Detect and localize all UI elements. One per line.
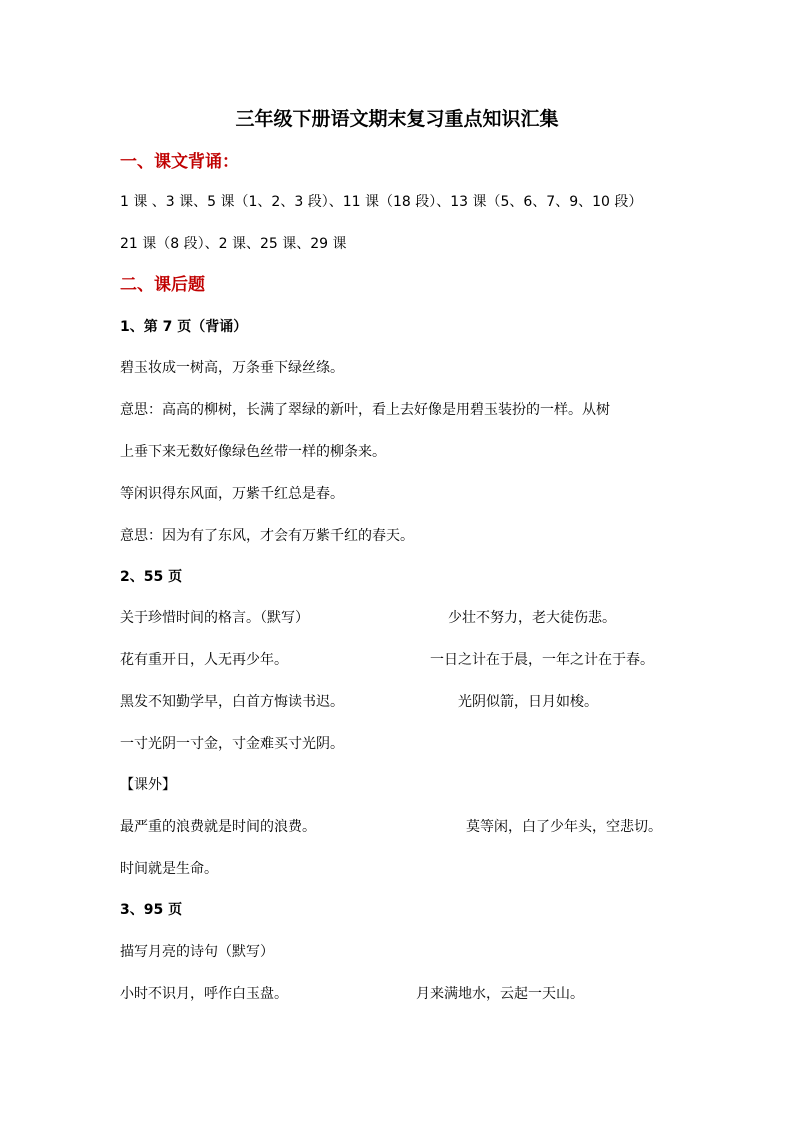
proverb-row-1-right: 少壮不努力，老大徒伤悲。 xyxy=(448,610,616,626)
proverb-row-4: 一寸光阴一寸金，寸金难买寸光阴。 xyxy=(120,736,344,752)
recitation-lessons-line-1: 1 课 、3 课、5 课（1、2、3 段）、11 课（18 段）、13 课（5、6、7、9、10 段） xyxy=(120,194,643,210)
poem-meaning-2: 意思：因为有了东风，才会有万紫千红的春天。 xyxy=(120,528,414,544)
proverb-row-5-left: 最严重的浪费就是时间的浪费。 xyxy=(120,819,316,835)
proverb-row-5-right: 莫等闲，白了少年头，空悲切。 xyxy=(466,819,662,835)
proverb-row-2-left: 花有重开日，人无再少年。 xyxy=(120,652,288,668)
poem-meaning-1a: 意思：高高的柳树，长满了翠绿的新叶，看上去好像是用碧玉装扮的一样。从树 xyxy=(120,402,610,418)
poem-line-1: 碧玉妆成一树高，万条垂下绿丝绦。 xyxy=(120,360,344,376)
section-heading-recitation: 一、课文背诵： xyxy=(120,152,239,172)
exercise-1-label: 1、第 7 页（背诵） xyxy=(120,319,248,335)
proverb-row-3-right: 光阴似箭，日月如梭。 xyxy=(458,694,598,710)
exercise-3-label: 3、95 页 xyxy=(120,902,183,918)
document-title: 三年级下册语文期末复习重点知识汇集 xyxy=(235,108,559,130)
proverb-row-6: 时间就是生命。 xyxy=(120,861,218,877)
moon-poem-right: 月来满地水，云起一天山。 xyxy=(416,986,584,1002)
recitation-lessons-line-2: 21 课（8 段）、2 课、25 课、29 课 xyxy=(120,236,347,252)
moon-poem-left: 小时不识月，呼作白玉盘。 xyxy=(120,986,288,1002)
extracurricular-label: 【课外】 xyxy=(120,777,176,793)
proverb-row-2-right: 一日之计在于晨，一年之计在于春。 xyxy=(430,652,654,668)
moon-poem-heading: 描写月亮的诗句（默写） xyxy=(120,944,274,960)
poem-line-2: 等闲识得东风面，万紫千红总是春。 xyxy=(120,486,344,502)
proverb-row-1-left: 关于珍惜时间的格言。（默写） xyxy=(120,610,309,626)
poem-meaning-1b: 上垂下来无数好像绿色丝带一样的柳条来。 xyxy=(120,444,386,460)
section-heading-exercises: 二、课后题 xyxy=(120,275,205,295)
exercise-2-label: 2、55 页 xyxy=(120,569,183,585)
proverb-row-3-left: 黑发不知勤学早，白首方悔读书迟。 xyxy=(120,694,344,710)
